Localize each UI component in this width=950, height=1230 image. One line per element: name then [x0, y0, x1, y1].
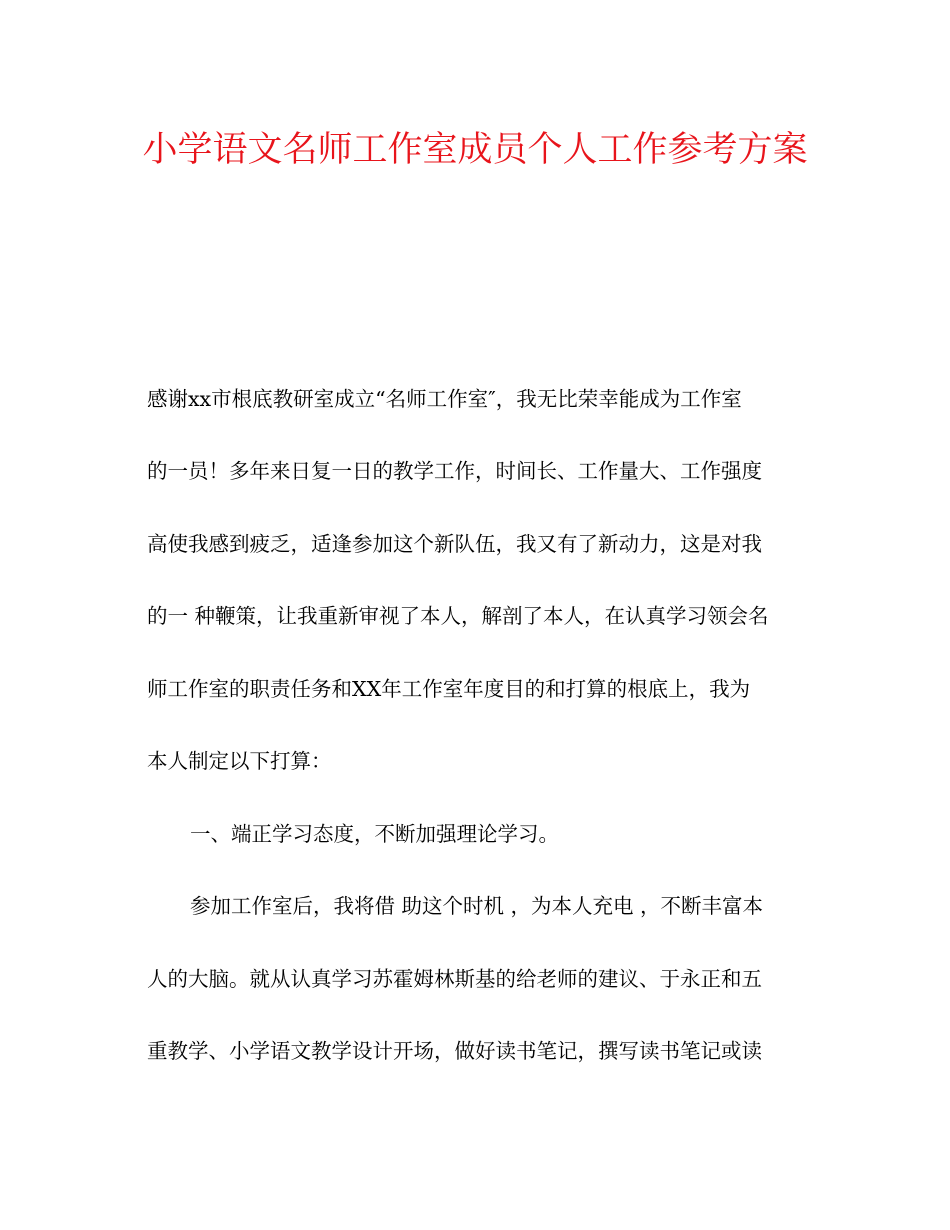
paragraph-line: 的一员！多年来日复一日的教学工作，时间长、工作量大、工作强度: [147, 459, 762, 483]
paragraph-line: 人的大脑。就从认真学习苏霍姆林斯基的给老师的建议、于永正和五: [147, 967, 762, 991]
paragraph-line: 重教学、小学语文教学设计开场，做好读书笔记，撰写读书笔记或读: [147, 1039, 762, 1063]
paragraph-line: 的一 种鞭策，让我重新审视了本人，解剖了本人，在认真学习领会名: [147, 604, 769, 628]
paragraph-line: 参加工作室后，我将借 助这个时机 ，为本人充电 ，不断丰富本: [190, 894, 764, 918]
section-heading: 一、端正学习态度，不断加强理论学习。: [190, 822, 559, 846]
paragraph-line: 高使我感到疲乏，适逢参加这个新队伍，我又有了新动力，这是对我: [147, 532, 762, 556]
paragraph-line: 师工作室的职责任务和XX年工作室年度目的和打算的根底上，我为: [147, 677, 751, 701]
paragraph-line: 本人制定以下打算：: [147, 749, 332, 773]
document-title: 小学语文名师工作室成员个人工作参考方案: [142, 130, 808, 170]
paragraph-line: 感谢xx市根底教研室成立“名师工作室″，我无比荣幸能成为工作室: [147, 387, 742, 411]
